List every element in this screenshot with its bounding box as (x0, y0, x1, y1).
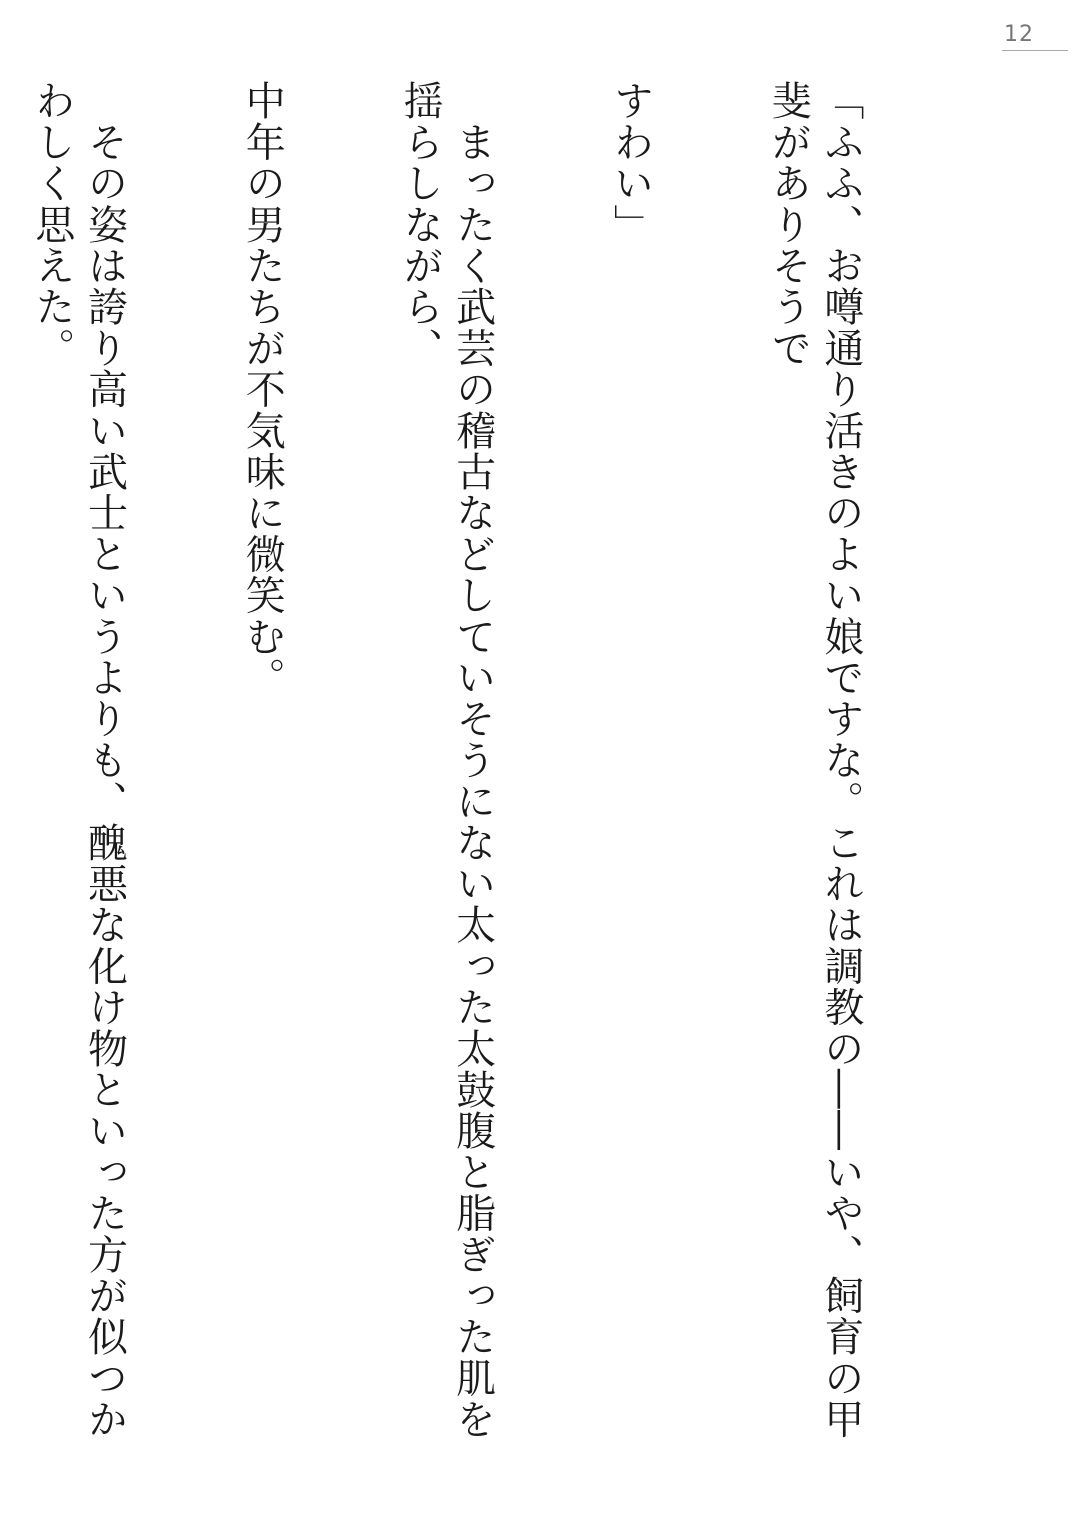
text-line: すわい」 (607, 80, 654, 245)
text-line: 中年の男たちが不気味に微笑む。 (239, 80, 286, 698)
text-line: 「ふふ、お噂通り活きのよい娘ですな。これは調教の――いや、飼育の甲斐がありそうで (765, 80, 864, 1440)
page-number: 12 (1004, 22, 1034, 47)
text-line: まったく武芸の稽古などしていそうにない太った太鼓腹と脂ぎった肌を揺らしながら、 (397, 80, 496, 1440)
page-number-rule (1002, 50, 1068, 51)
text-line: その姿は誇り高い武士というよりも、醜悪な化け物といった方が似つかわしく思えた。 (28, 80, 128, 1440)
vertical-text-body (0, 80, 972, 1480)
